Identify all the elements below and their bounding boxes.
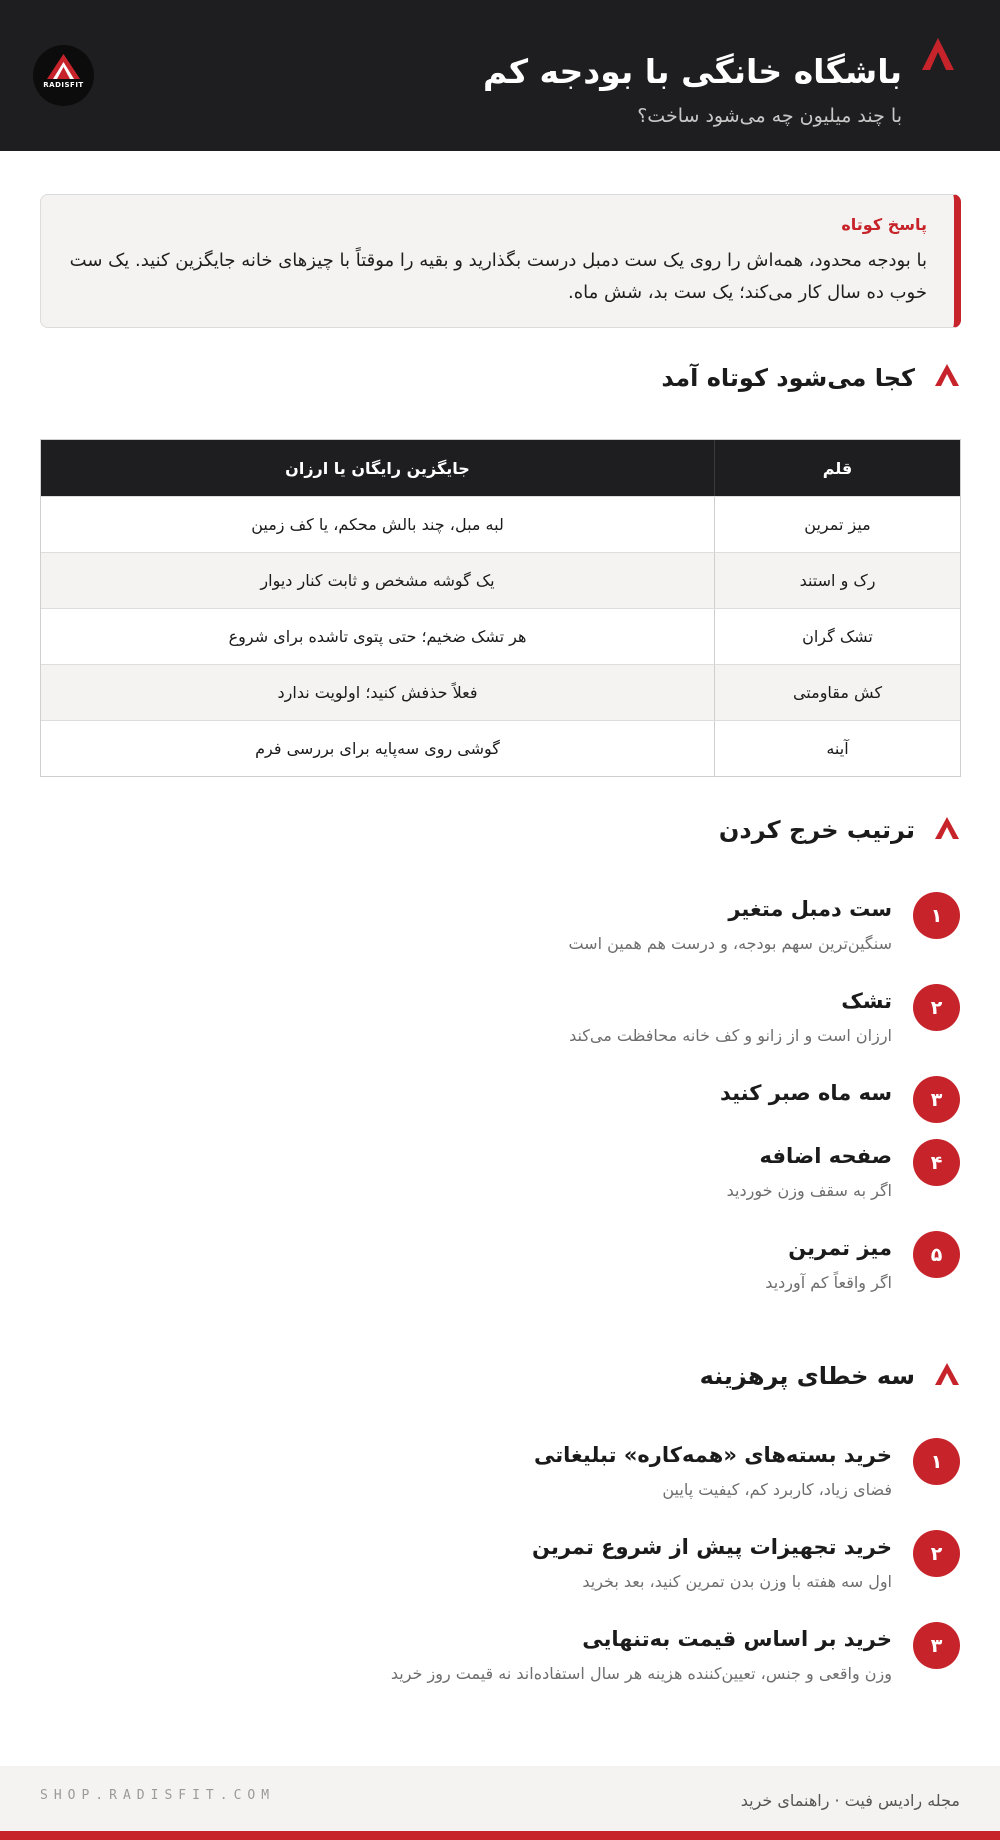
logo-mark-icon — [33, 45, 94, 106]
list-item — [40, 1530, 960, 1590]
page-title: باشگاه خانگی با بودجه کم — [482, 52, 902, 91]
list-item — [40, 1139, 960, 1199]
logo-wordmark: RADISFIT — [43, 81, 84, 89]
step-number-badge: ۳ — [913, 1622, 960, 1669]
table-cell: کش مقاومتی — [714, 665, 960, 720]
item-title: تشک — [841, 989, 892, 1013]
section-title-order: ترتیب خرج کردن — [718, 816, 915, 844]
footer-accent-bar — [0, 1831, 1000, 1840]
item-description: وزن واقعی و جنس، تعیین‌کننده هزینه هر سال استفاده‌اند نه قیمت روز خرید — [390, 1664, 892, 1683]
table-row — [41, 664, 960, 720]
item-title: سه ماه صبر کنید — [719, 1081, 892, 1105]
list-item — [40, 984, 960, 1044]
table-header-row — [41, 440, 960, 496]
item-title: ست دمبل متغیر — [728, 897, 892, 921]
step-number-badge: ۴ — [913, 1139, 960, 1186]
step-number-badge: ۲ — [913, 1530, 960, 1577]
item-title: خرید بسته‌های «همه‌کاره» تبلیغاتی — [534, 1443, 892, 1467]
substitutes-table — [40, 439, 961, 777]
step-number-badge: ۳ — [913, 1076, 960, 1123]
list-item — [40, 1622, 960, 1682]
table-cell: فعلاً حذفش کنید؛ اولویت ندارد — [277, 683, 478, 702]
item-title: خرید بر اساس قیمت به‌تنهایی — [582, 1627, 892, 1651]
item-title: خرید تجهیزات پیش از شروع تمرین — [532, 1535, 892, 1559]
footer-url-link[interactable]: SHOP.RADISFIT.COM — [40, 1788, 276, 1803]
table-cell: گوشی روی سه‌پایه برای بررسی فرم — [255, 739, 500, 758]
item-description: فضای زیاد، کاربرد کم، کیفیت پایین — [662, 1480, 892, 1499]
table-row — [41, 608, 960, 664]
item-description: اگر واقعاً کم آوردید — [765, 1273, 892, 1292]
item-description: اول سه هفته با وزن بدن تمرین کنید، بعد بخرید — [582, 1572, 892, 1591]
section-chevron-icon — [934, 816, 960, 840]
page-footer — [0, 1766, 1000, 1840]
item-description: ارزان است و از زانو و کف خانه محافظت می‌کند — [569, 1026, 892, 1045]
table-header-cell: قلم — [714, 440, 960, 496]
table-cell: یک گوشه مشخص و ثابت کنار دیوار — [260, 571, 495, 590]
list-item — [40, 1076, 960, 1136]
short-answer-callout — [40, 194, 961, 328]
table-row — [41, 720, 960, 776]
table-header-cell: جایگزین رایگان یا ارزان — [285, 458, 470, 478]
item-description: اگر به سقف وزن خوردید — [726, 1181, 892, 1200]
page-header — [0, 0, 1000, 151]
section-chevron-icon — [934, 1362, 960, 1386]
table-cell: لبه مبل، چند بالش محکم، یا کف زمین — [251, 515, 504, 534]
footer-brand: مجله رادیس فیت · راهنمای خرید — [740, 1791, 960, 1810]
table-cell: رک و استند — [714, 553, 960, 608]
callout-text: با بودجه محدود، همه‌اش را روی یک ست دمبل درست بگذارید و بقیه را موقتاً با چیزهای خانه جایگزین کنید. یک ست خوب ده سال کار می‌کند؛ یک ست بد، شش ماه. — [69, 250, 927, 303]
table-cell: میز تمرین — [714, 497, 960, 552]
section-title-shortcuts: کجا می‌شود کوتاه آمد — [661, 364, 915, 392]
list-item — [40, 1231, 960, 1291]
item-title: صفحه اضافه — [759, 1144, 892, 1168]
table-cell: تشک گران — [714, 609, 960, 664]
table-row — [41, 496, 960, 552]
chevron-up-icon — [920, 36, 956, 72]
radisfit-logo[interactable] — [33, 45, 94, 106]
table-cell: آینه — [714, 721, 960, 776]
section-chevron-icon — [934, 363, 960, 387]
item-title: میز تمرین — [788, 1236, 892, 1260]
table-cell: هر تشک ضخیم؛ حتی پتوی تاشده برای شروع — [228, 627, 527, 646]
list-item — [40, 892, 960, 952]
step-number-badge: ۲ — [913, 984, 960, 1031]
callout-label: پاسخ کوتاه — [841, 215, 927, 234]
table-row — [41, 552, 960, 608]
step-number-badge: ۵ — [913, 1231, 960, 1278]
page-subtitle: با چند میلیون چه می‌شود ساخت؟ — [637, 105, 902, 127]
step-number-badge: ۱ — [913, 892, 960, 939]
item-description: سنگین‌ترین سهم بودجه، و درست هم همین است — [568, 934, 892, 953]
list-item — [40, 1438, 960, 1498]
step-number-badge: ۱ — [913, 1438, 960, 1485]
section-title-mistakes: سه خطای پرهزینه — [699, 1362, 915, 1390]
